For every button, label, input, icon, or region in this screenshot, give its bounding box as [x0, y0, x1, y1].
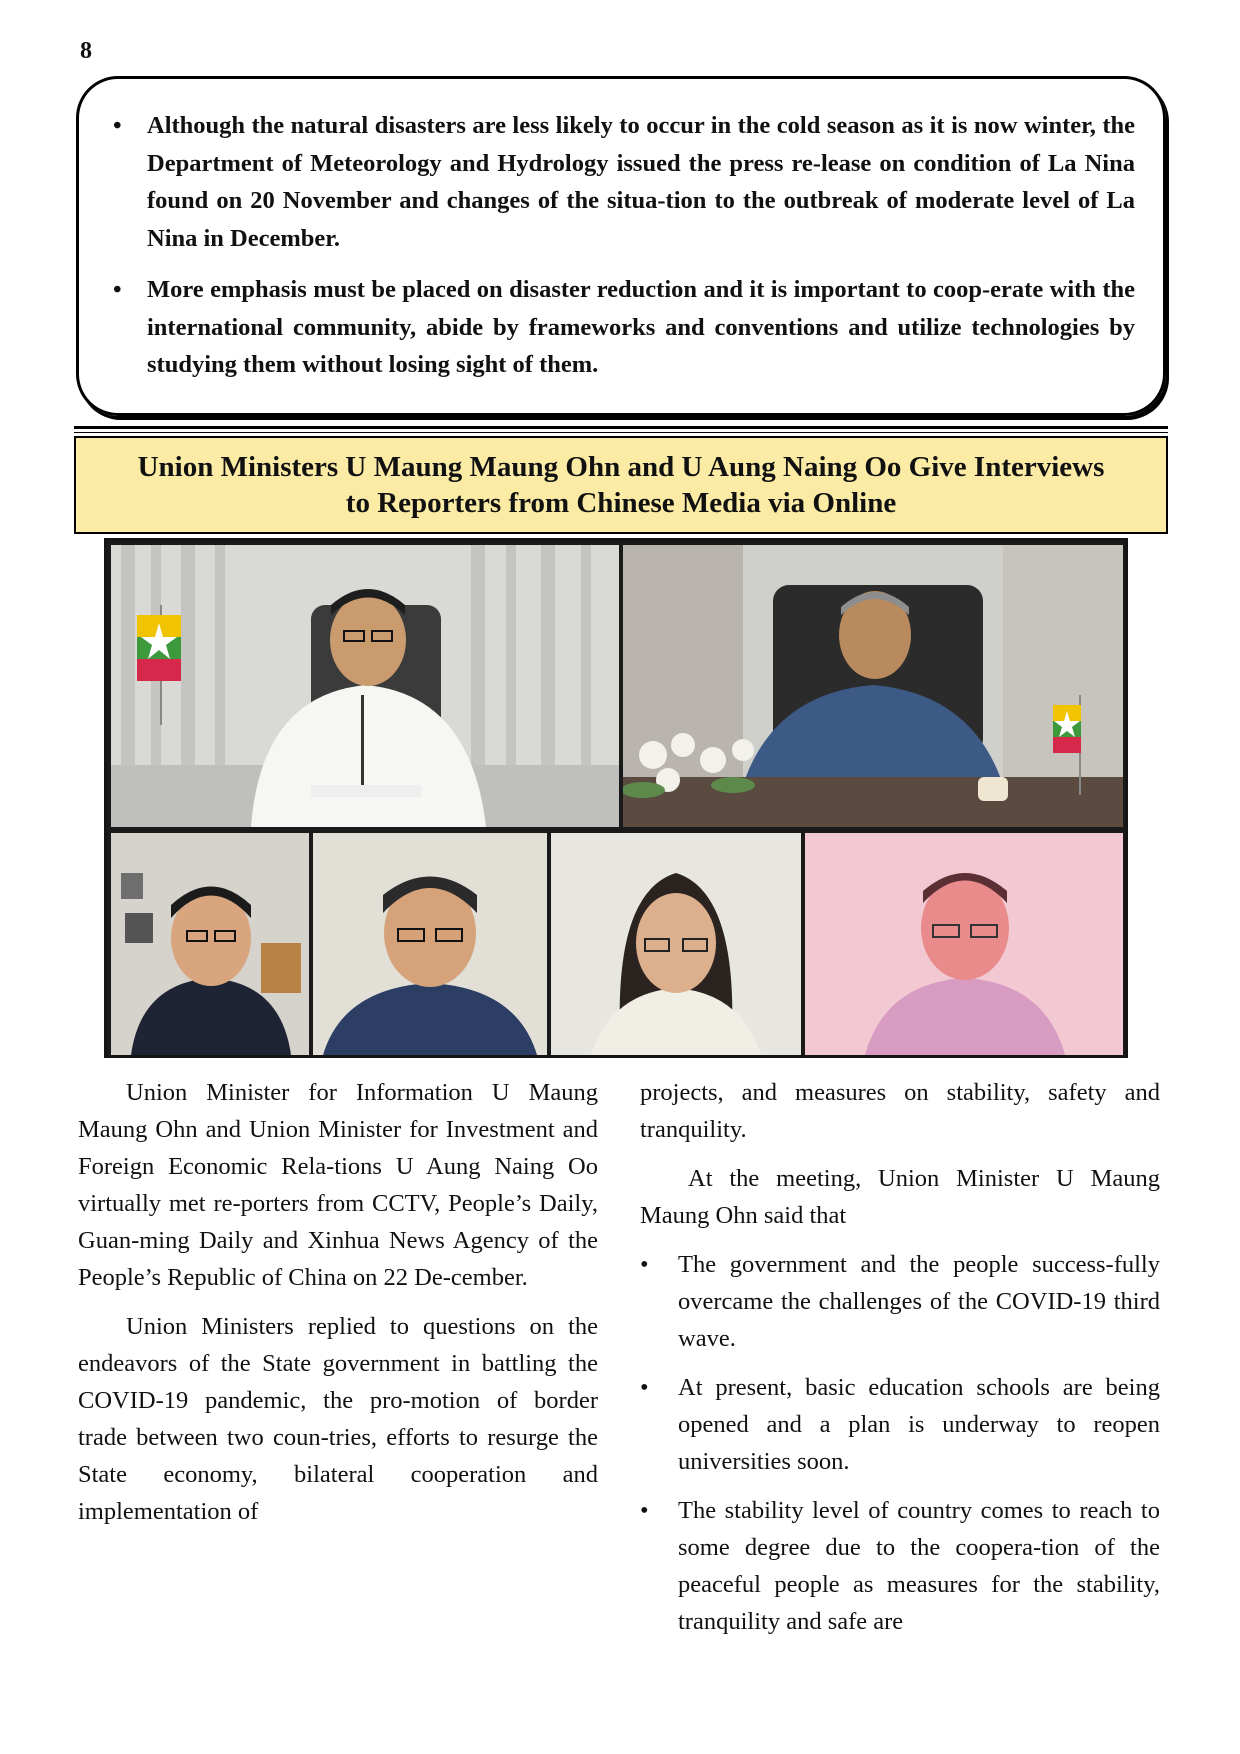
article-paragraph: Union Ministers replied to questions on the endeavors of the State government in battling the COVID-19 pandemic, the pro-motion of border trade between two coun-tries, efforts to resurge the State economy, bilateral cooperation and implementation of: [78, 1313, 598, 1525]
callout-bullet-list: [113, 107, 1135, 384]
photo-tile-minister-information: [111, 545, 619, 827]
video-conference-photo: [104, 538, 1128, 1058]
article-bullet-text: The stability level of country comes to reach to some degree due to the coopera-tion of the peaceful people as measures for the stability, tranquility and safe are: [678, 1497, 1160, 1635]
photo-tile-reporter-2: [313, 833, 547, 1055]
callout-bullet-text: More emphasis must be placed on disaster reduction and it is important to coop-erate with the international community, abide by frameworks and conventions and utilize technologies by studying them without losing sight of them.: [147, 276, 1135, 378]
callout-bullet-item: [113, 107, 1135, 257]
article-paragraph: Union Minister for Information U Maung Maung Ohn and Union Minister for Investment and Foreign Economic Rela-tions U Aung Naing Oo virtually met re-porters from CCTV, People’s Daily, Guan-ming Daily and Xinhua News Agency of the People’s Republic of China on 22 De-cember.: [78, 1079, 598, 1291]
article-bullet-text: At present, basic education schools are being opened and a plan is underway to reopen universities soon.: [678, 1374, 1160, 1475]
article-bullet-item: [640, 1369, 1160, 1480]
article-column-left: [78, 1074, 598, 1542]
article-paragraph: At the meeting, Union Minister U Maung Maung Ohn said that: [640, 1165, 1160, 1229]
bullet-icon: •: [640, 1374, 649, 1401]
section-divider-thick: [74, 426, 1168, 429]
photo-tile-reporter-3: [551, 833, 801, 1055]
bullet-icon: •: [640, 1497, 649, 1524]
bullet-icon: •: [640, 1251, 649, 1278]
callout-bullet-item: [113, 271, 1135, 384]
article-bullet-item: [640, 1492, 1160, 1640]
callout-bullet-text: Although the natural disasters are less likely to occur in the cold season as it is now winter, the Department of Meteorology and Hydrology issued the press re-lease on condition of La Nina found on 20 November and changes of the situa-tion to the outbreak of moderate level of La Nina in December.: [147, 112, 1135, 252]
article-bullet-text: The government and the people success-fully overcame the challenges of the COVID-19 third wave.: [678, 1251, 1160, 1352]
section-divider-thin: [74, 432, 1168, 433]
headline-line-2: to Reporters from Chinese Media via Online: [345, 487, 897, 519]
photo-tile-minister-investment: [623, 545, 1123, 827]
bullet-icon: •: [113, 276, 122, 303]
photo-tile-reporter-1: [111, 833, 309, 1055]
article-paragraph-continued: projects, and measures on stability, safety and tranquility.: [640, 1079, 1160, 1143]
article-headline: [74, 436, 1168, 534]
photo-tile-reporter-4: [805, 833, 1123, 1055]
article-bullet-item: [640, 1246, 1160, 1357]
summary-callout-box: [76, 76, 1166, 416]
article-bullet-list: [640, 1246, 1160, 1640]
page-number: 8: [80, 38, 92, 64]
bullet-icon: •: [113, 112, 122, 139]
article-column-right: [640, 1074, 1160, 1652]
headline-line-1: Union Ministers U Maung Maung Ohn and U Aung Naing Oo Give Interviews: [137, 451, 1105, 483]
